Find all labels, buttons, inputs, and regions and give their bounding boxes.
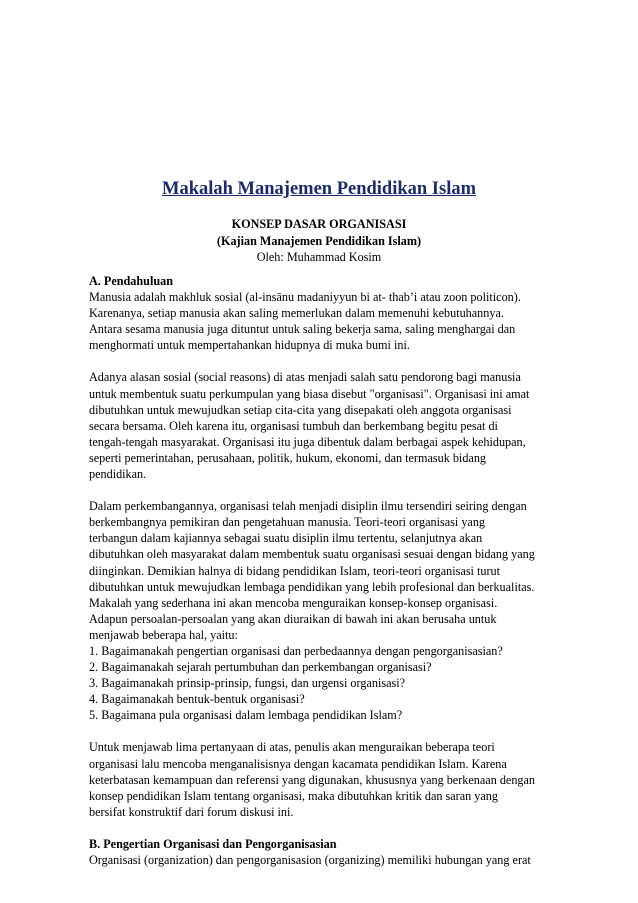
section-a-paragraph-3: [89, 498, 569, 723]
document-body: [89, 273, 569, 868]
text-line: diinginkan. Demikian halnya di bidang pendidikan Islam, teori-teori organisasi turut: [89, 563, 501, 578]
text-line: Adanya alasan sosial (social reasons) di atas menjadi salah satu pendorong bagi manusia: [89, 370, 521, 385]
text-line: dibutuhkan oleh masyarakat dalam membentuk suatu organisasi sesuai dengan bidang yang: [89, 547, 535, 562]
text-line: bersifat konstruktif dari forum diskusi ini.: [89, 804, 294, 819]
text-line: menghormati untuk mempertahankan hidupnya di muka bumi ini.: [89, 338, 410, 353]
author-line: Oleh: Muhammad Kosim: [256, 250, 382, 264]
text-line: konsep pendidikan Islam tentang organisasi, maka dibutuhkan kritik dan saran yang: [89, 788, 498, 803]
text-line: Untuk menjawab lima pertanyaan di atas, penulis akan menguraikan beberapa teori: [89, 740, 495, 755]
text-line: untuk membentuk suatu perkumpulan yang biasa disebut "organisasi". Organisasi ini amat: [89, 386, 530, 401]
question-item: 3. Bagaimanakah prinsip-prinsip, fungsi, dan urgensi organisasi?: [89, 676, 406, 691]
text-line: seperti pemerintahan, perusahaan, politik, hukum, ekonomi, dan termasuk bidang: [89, 450, 487, 465]
text-line: Adapun persoalan-persoalan yang akan diuraikan di bawah ini akan berusaha untuk: [89, 611, 497, 626]
question-item: 4. Bagaimanakah bentuk-bentuk organisasi?: [89, 692, 305, 707]
subheading-concept: KONSEP DASAR ORGANISASI: [231, 217, 407, 231]
subheading-study: (Kajian Manajemen Pendidikan Islam): [216, 234, 422, 248]
text-line: Manusia adalah makhluk sosial (al-insānu madaniyyun bi at- thab’i atau zoon politicon).: [89, 290, 521, 305]
text-line: Antara sesama manusia juga dituntut untuk saling bekerja sama, saling menghargai dan: [89, 322, 516, 337]
text-line: dibutuhkan untuk mewujudkan setiap cita-cita yang disepakati oleh anggota organisasi: [89, 402, 512, 417]
document-title: Makalah Manajemen Pendidikan Islam: [161, 179, 477, 199]
text-line: Karenanya, setiap manusia akan saling memerlukan dalam memenuhi kebutuhannya.: [89, 306, 504, 321]
section-a-paragraph-4: [89, 739, 569, 819]
text-line: organisasi lalu mencoba menganalisisnya dengan kacamata pendidikan Islam. Karena: [89, 756, 507, 771]
text-line: Organisasi (organization) dan pengorganisasion (organizing) memiliki hubungan yang erat: [89, 853, 531, 867]
text-line: berkembangnya pemikiran dan pengetahuan manusia. Teori-teori organisasi yang: [89, 515, 486, 530]
text-line: tengah-tengah masyarakat. Organisasi itu juga dibentuk dalam berbagai aspek kehidupan,: [89, 434, 526, 449]
text-line: Dalam perkembangannya, organisasi telah menjadi disiplin ilmu tersendiri seiring dengan: [89, 499, 527, 514]
section-a-heading: A. Pendahuluan: [89, 274, 173, 288]
text-line: menjawab beberapa hal, yaitu:: [89, 627, 238, 642]
question-item: 5. Bagaimana pula organisasi dalam lembaga pendidikan Islam?: [89, 708, 403, 723]
section-a-paragraph-1: [89, 289, 569, 353]
text-line: keterbatasan kemampuan dan referensi yang digunakan, khususnya yang berkenaan dengan: [89, 772, 536, 787]
text-line: Makalah yang sederhana ini akan mencoba menguraikan konsep-konsep organisasi.: [89, 595, 498, 610]
question-item: 2. Bagaimanakah sejarah pertumbuhan dan perkembangan organisasi?: [89, 660, 432, 675]
section-b-paragraph-1: [89, 852, 569, 868]
section-b-heading: B. Pengertian Organisasi dan Pengorganisasian: [89, 836, 337, 851]
text-line: pendidikan.: [89, 467, 147, 482]
section-a-paragraph-2: [89, 369, 569, 482]
text-line: secara bersama. Oleh karena itu, organisasi tumbuh dan berkembang begitu pesat di: [89, 418, 498, 433]
question-item: 1. Bagaimanakah pengertian organisasi dan perbedaannya dengan pengorganisasian?: [89, 643, 503, 658]
text-line: terbangun dalam kajiannya sebagai suatu disiplin ilmu tertentu, selanjutnya akan: [89, 531, 483, 546]
text-line: dibutuhkan untuk mewujudkan lembaga pendidikan yang lebih profesional dan berkualitas.: [89, 579, 535, 594]
